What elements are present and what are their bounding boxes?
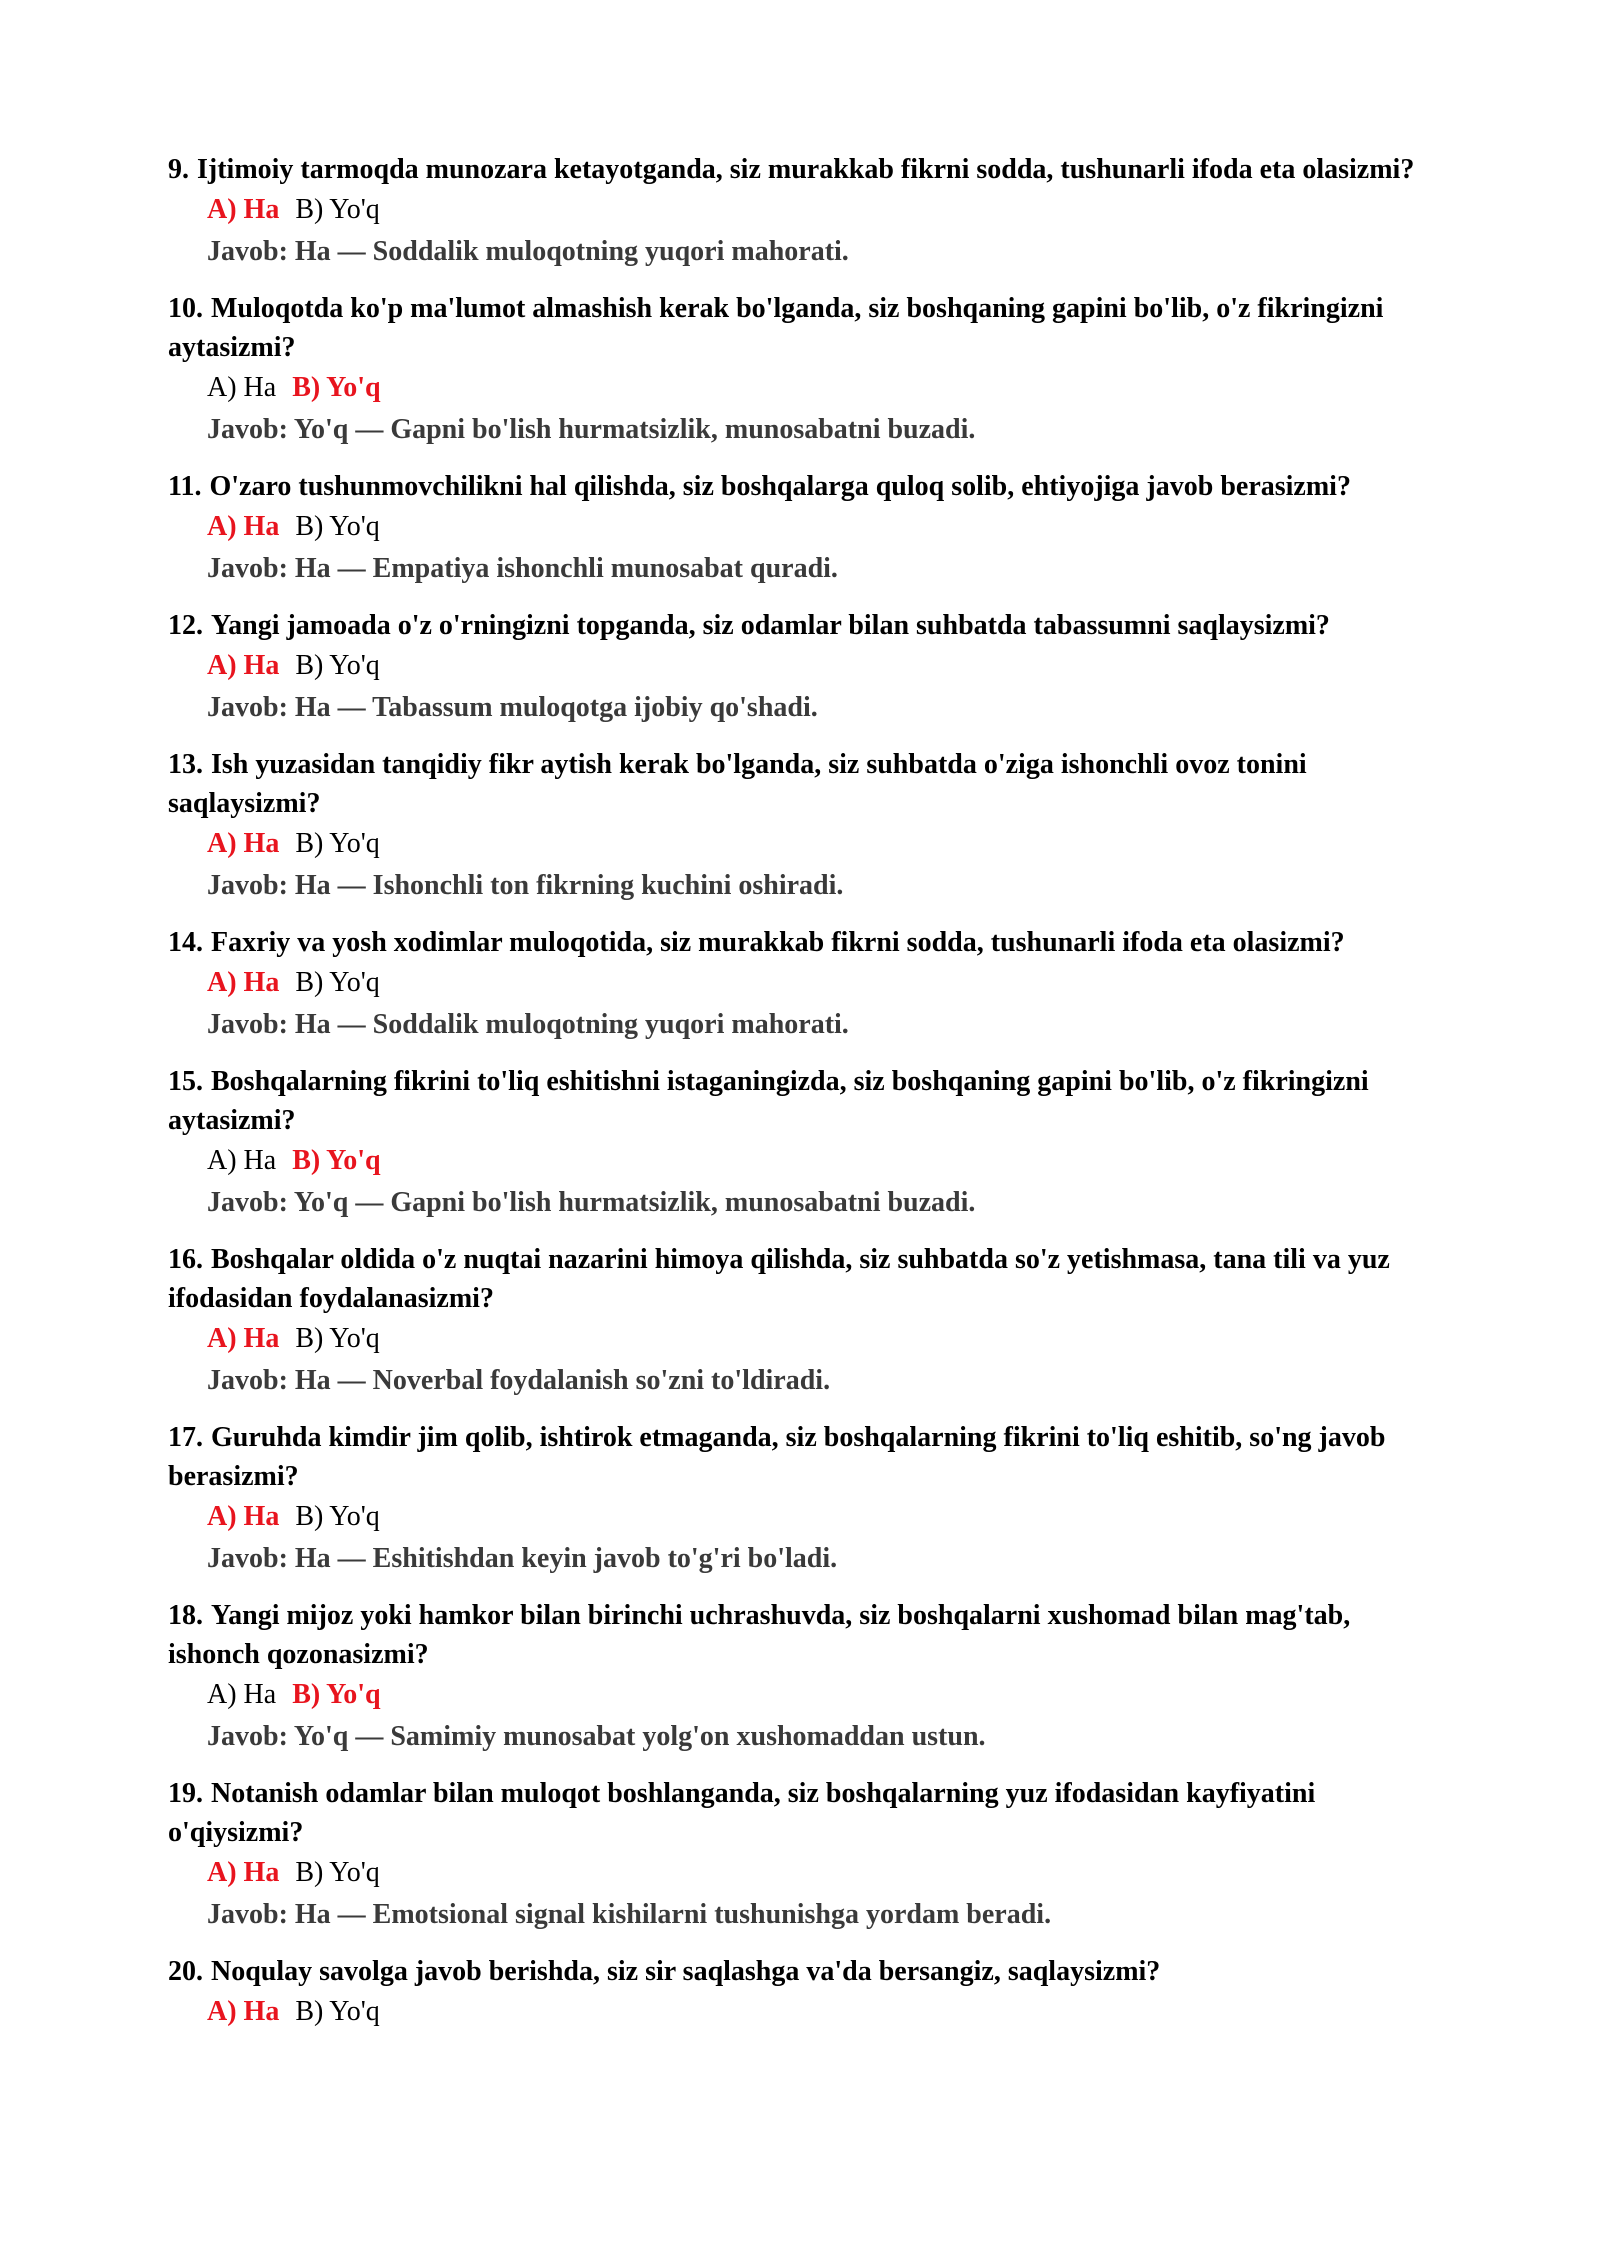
option-a: A) Ha bbox=[207, 1996, 280, 2027]
option-a: A) Ha bbox=[207, 194, 280, 225]
answer-options bbox=[207, 1496, 1450, 1538]
question-text bbox=[168, 745, 1450, 823]
question-prompt: Guruhda kimdir jim qolib, ishtirok etmaganda, siz boshqalarning fikrini to'liq eshitib, so'ng javob berasizmi? bbox=[168, 1422, 1386, 1492]
answer-options bbox=[207, 1674, 1450, 1716]
question-text bbox=[168, 1418, 1450, 1496]
question-prompt: Faxriy va yosh xodimlar muloqotida, siz murakkab fikrni sodda, tushunarli ifoda eta olasizmi? bbox=[211, 927, 1345, 958]
question-prompt: Boshqalarning fikrini to'liq eshitishni istaganingizda, siz boshqaning gapini bo'lib, o'z fikringizni aytasizmi? bbox=[168, 1066, 1369, 1136]
option-b: B) Yo'q bbox=[292, 372, 381, 403]
question-number: 18. bbox=[168, 1600, 203, 1631]
option-b: B) Yo'q bbox=[295, 828, 380, 859]
question-list bbox=[168, 150, 1450, 2033]
question-prompt: Notanish odamlar bilan muloqot boshlanganda, siz boshqalarning yuz ifodasidan kayfiyatini o'qiysizmi? bbox=[168, 1778, 1316, 1848]
question-item bbox=[168, 606, 1450, 729]
answer-explanation: Javob: Ha — Noverbal foydalanish so'zni to'ldiradi. bbox=[207, 1365, 831, 1396]
question-text bbox=[168, 467, 1450, 506]
question-number: 13. bbox=[168, 749, 203, 780]
question-text bbox=[168, 289, 1450, 367]
answer-explanation: Javob: Ha — Soddalik muloqotning yuqori mahorati. bbox=[207, 236, 849, 267]
option-b: B) Yo'q bbox=[292, 1145, 381, 1176]
option-a: A) Ha bbox=[207, 1323, 280, 1354]
question-prompt: Ijtimoiy tarmoqda munozara ketayotganda, siz murakkab fikrni sodda, tushunarli ifoda eta olasizmi? bbox=[197, 154, 1415, 185]
option-a: A) Ha bbox=[207, 1145, 277, 1176]
question-item bbox=[168, 745, 1450, 907]
question-item bbox=[168, 150, 1450, 273]
question-number: 9. bbox=[168, 154, 189, 185]
question-number: 12. bbox=[168, 610, 203, 641]
answer-explanation: Javob: Ha — Soddalik muloqotning yuqori mahorati. bbox=[207, 1009, 849, 1040]
answer-explanation: Javob: Ha — Empatiya ishonchli munosabat quradi. bbox=[207, 553, 838, 584]
question-text bbox=[168, 1062, 1450, 1140]
option-a: A) Ha bbox=[207, 967, 280, 998]
question-text bbox=[168, 1774, 1450, 1852]
question-item bbox=[168, 1418, 1450, 1580]
question-prompt: Noqulay savolga javob berishda, siz sir saqlashga va'da bersangiz, saqlaysizmi? bbox=[211, 1956, 1161, 1987]
question-item bbox=[168, 1240, 1450, 1402]
answer-options bbox=[207, 367, 1450, 409]
question-number: 14. bbox=[168, 927, 203, 958]
question-prompt: Yangi mijoz yoki hamkor bilan birinchi uchrashuvda, siz boshqalarni xushomad bilan mag'tab, ishonch qozonasizmi? bbox=[168, 1600, 1351, 1670]
answer-explanation: Javob: Ha — Ishonchli ton fikrning kuchini oshiradi. bbox=[207, 870, 844, 901]
question-prompt: Boshqalar oldida o'z nuqtai nazarini himoya qilishda, siz suhbatda so'z yetishmasa, tana tili va yuz ifodasidan foydalanasizmi? bbox=[168, 1244, 1390, 1314]
answer-options bbox=[207, 962, 1450, 1004]
question-number: 20. bbox=[168, 1956, 203, 1987]
option-b: B) Yo'q bbox=[295, 967, 380, 998]
question-item bbox=[168, 923, 1450, 1046]
answer-options bbox=[207, 823, 1450, 865]
option-b: B) Yo'q bbox=[295, 1323, 380, 1354]
option-a: A) Ha bbox=[207, 372, 277, 403]
option-b: B) Yo'q bbox=[295, 1857, 380, 1888]
option-b: B) Yo'q bbox=[295, 511, 380, 542]
option-b: B) Yo'q bbox=[295, 1996, 380, 2027]
answer-explanation: Javob: Ha — Eshitishdan keyin javob to'g'ri bo'ladi. bbox=[207, 1543, 838, 1574]
question-number: 15. bbox=[168, 1066, 203, 1097]
question-item bbox=[168, 289, 1450, 451]
answer-explanation: Javob: Ha — Emotsional signal kishilarni tushunishga yordam beradi. bbox=[207, 1899, 1052, 1930]
answer-options bbox=[207, 1852, 1450, 1894]
answer-options bbox=[207, 189, 1450, 231]
answer-explanation: Javob: Ha — Tabassum muloqotga ijobiy qo'shadi. bbox=[207, 692, 818, 723]
question-text bbox=[168, 606, 1450, 645]
question-number: 10. bbox=[168, 293, 203, 324]
question-item bbox=[168, 1952, 1450, 2033]
question-number: 16. bbox=[168, 1244, 203, 1275]
question-prompt: Ish yuzasidan tanqidiy fikr aytish kerak bo'lganda, siz suhbatda o'ziga ishonchli ovoz tonini saqlaysizmi? bbox=[168, 749, 1307, 819]
option-a: A) Ha bbox=[207, 1857, 280, 1888]
question-item bbox=[168, 1596, 1450, 1758]
question-number: 11. bbox=[168, 471, 202, 502]
answer-options bbox=[207, 1991, 1450, 2033]
answer-options bbox=[207, 645, 1450, 687]
question-number: 19. bbox=[168, 1778, 203, 1809]
option-a: A) Ha bbox=[207, 650, 280, 681]
question-prompt: O'zaro tushunmovchilikni hal qilishda, siz boshqalarga quloq solib, ehtiyojiga javob berasizmi? bbox=[209, 471, 1351, 502]
option-a: A) Ha bbox=[207, 1501, 280, 1532]
answer-options bbox=[207, 1140, 1450, 1182]
question-item bbox=[168, 467, 1450, 590]
question-prompt: Yangi jamoada o'z o'rningizni topganda, siz odamlar bilan suhbatda tabassumni saqlaysizmi? bbox=[211, 610, 1330, 641]
option-b: B) Yo'q bbox=[295, 650, 380, 681]
answer-explanation: Javob: Yo'q — Gapni bo'lish hurmatsizlik, munosabatni buzadi. bbox=[207, 414, 976, 445]
question-item bbox=[168, 1062, 1450, 1224]
question-text bbox=[168, 1240, 1450, 1318]
question-text bbox=[168, 1596, 1450, 1674]
question-text bbox=[168, 923, 1450, 962]
question-item bbox=[168, 1774, 1450, 1936]
option-b: B) Yo'q bbox=[292, 1679, 381, 1710]
question-text bbox=[168, 1952, 1450, 1991]
answer-explanation: Javob: Yo'q — Samimiy munosabat yolg'on xushomaddan ustun. bbox=[207, 1721, 986, 1752]
question-text bbox=[168, 150, 1450, 189]
answer-explanation: Javob: Yo'q — Gapni bo'lish hurmatsizlik, munosabatni buzadi. bbox=[207, 1187, 976, 1218]
option-a: A) Ha bbox=[207, 1679, 277, 1710]
answer-options bbox=[207, 506, 1450, 548]
option-b: B) Yo'q bbox=[295, 194, 380, 225]
option-a: A) Ha bbox=[207, 828, 280, 859]
question-number: 17. bbox=[168, 1422, 203, 1453]
question-prompt: Muloqotda ko'p ma'lumot almashish kerak bo'lganda, siz boshqaning gapini bo'lib, o'z fikringizni aytasizmi? bbox=[168, 293, 1384, 363]
option-a: A) Ha bbox=[207, 511, 280, 542]
option-b: B) Yo'q bbox=[295, 1501, 380, 1532]
answer-options bbox=[207, 1318, 1450, 1360]
